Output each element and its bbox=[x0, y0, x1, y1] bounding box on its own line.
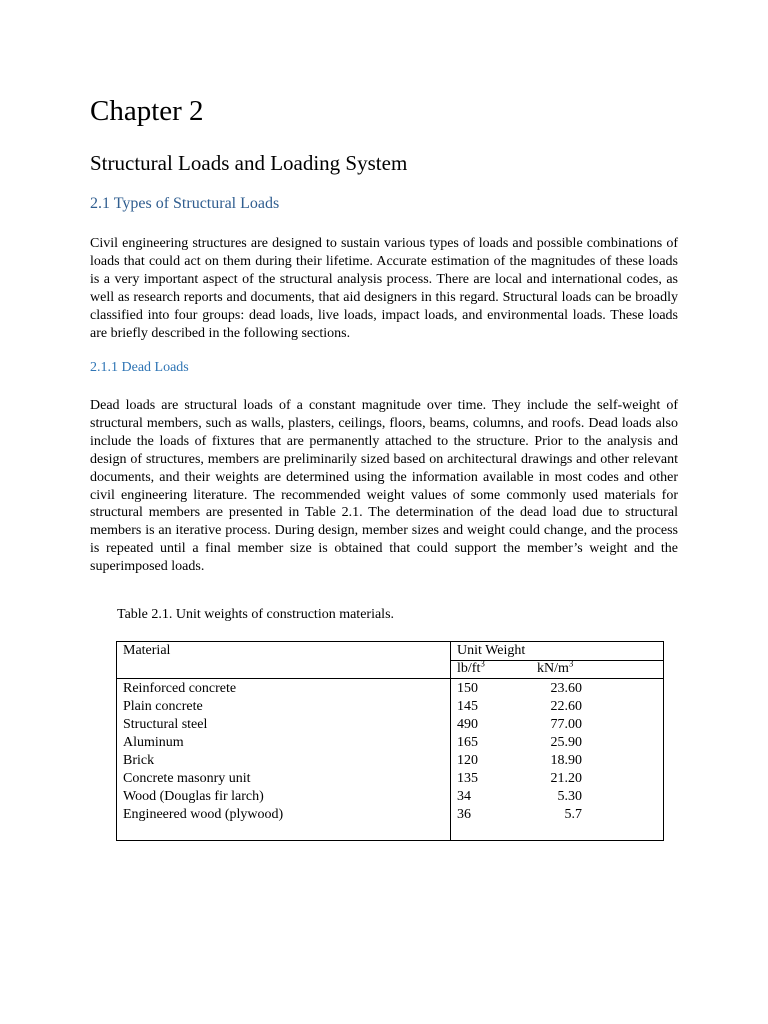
header-material: Material bbox=[123, 643, 171, 658]
section-heading: 2.1 Types of Structural Loads bbox=[90, 195, 280, 212]
cell-material: Concrete masonry unit bbox=[123, 771, 251, 786]
cell-lb: 145 bbox=[457, 699, 478, 714]
cell-lb: 36 bbox=[457, 807, 471, 822]
table-row bbox=[117, 716, 663, 734]
cell-lb: 120 bbox=[457, 753, 478, 768]
header-unit-weight: Unit Weight bbox=[457, 643, 526, 658]
cell-kn: 22.60 bbox=[550, 699, 582, 714]
cell-kn: 25.90 bbox=[550, 735, 582, 750]
cell-material: Wood (Douglas fir larch) bbox=[123, 789, 264, 804]
cell-material: Aluminum bbox=[123, 735, 184, 750]
cell-lb: 165 bbox=[457, 735, 478, 750]
cell-material: Brick bbox=[123, 753, 155, 768]
header-lb-per-ft3 bbox=[457, 660, 485, 678]
cell-kn: 5.7 bbox=[564, 807, 582, 822]
table-row bbox=[117, 806, 663, 824]
subsection-heading: 2.1.1 Dead Loads bbox=[90, 360, 189, 375]
cell-material: Plain concrete bbox=[123, 699, 203, 714]
cell-kn: 21.20 bbox=[550, 771, 582, 786]
cell-kn: 23.60 bbox=[550, 681, 582, 696]
table-body bbox=[117, 680, 663, 824]
table-header-divider bbox=[117, 678, 663, 679]
table-row bbox=[117, 680, 663, 698]
cell-kn: 77.00 bbox=[550, 717, 582, 732]
cell-material: Reinforced concrete bbox=[123, 681, 237, 696]
cell-lb: 34 bbox=[457, 789, 471, 804]
header-lb-base: lb/ft bbox=[457, 661, 481, 676]
cell-lb: 150 bbox=[457, 681, 478, 696]
cell-lb: 135 bbox=[457, 771, 478, 786]
header-lb-exponent: 3 bbox=[480, 658, 485, 669]
table-row bbox=[117, 788, 663, 806]
cell-kn: 18.90 bbox=[550, 753, 582, 768]
cell-kn: 5.30 bbox=[557, 789, 582, 804]
cell-material: Engineered wood (plywood) bbox=[123, 807, 284, 822]
cell-material: Structural steel bbox=[123, 717, 208, 732]
unit-weight-table bbox=[116, 641, 664, 841]
cell-lb: 490 bbox=[457, 717, 478, 732]
table-row bbox=[117, 698, 663, 716]
header-kn-exponent: 3 bbox=[568, 658, 574, 669]
intro-paragraph: Civil engineering structures are designed to sustain various types of loads and possible combinations of loads that could act on them during their lifetime. Accurate estimation of the magnitudes of these loads is a very important aspect of the structural analysis process. There are local and international codes, as well as research reports and documents, that aid designers in this regard. Structural loads can be broadly classified into four groups: dead loads, live loads, impact loads, and environmental loads. These loads are briefly described in the following sections. bbox=[90, 236, 678, 341]
chapter-heading: Chapter 2 bbox=[90, 95, 204, 127]
table-caption: Table 2.1. Unit weights of construction materials. bbox=[117, 607, 395, 622]
header-kn-per-m3 bbox=[537, 660, 573, 678]
table-row bbox=[117, 734, 663, 752]
table-row bbox=[117, 770, 663, 788]
chapter-title: Structural Loads and Loading System bbox=[90, 151, 408, 175]
dead-loads-paragraph: Dead loads are structural loads of a constant magnitude over time. They include the self-weight of structural members, such as walls, plasters, ceilings, floors, beams, columns, and roofs. Dead loads also include the loads of fixtures that are permanently attached to the structure. Prior to the analysis and design of structures, members are preliminarily sized based on architectural drawings and other relevant documents, and their weights are determined using the information available in most codes and other civil engineering literature. The recommended weight values of some commonly used materials for structural members are presented in Table 2.1. The determination of the dead load due to structural members is an iterative process. During design, member sizes and weight could change, and the process is repeated until a final member size is obtained that could support the member’s weight and the superimposed loads. bbox=[90, 398, 678, 575]
header-kn-base: kN/m bbox=[537, 661, 569, 676]
table-row bbox=[117, 752, 663, 770]
